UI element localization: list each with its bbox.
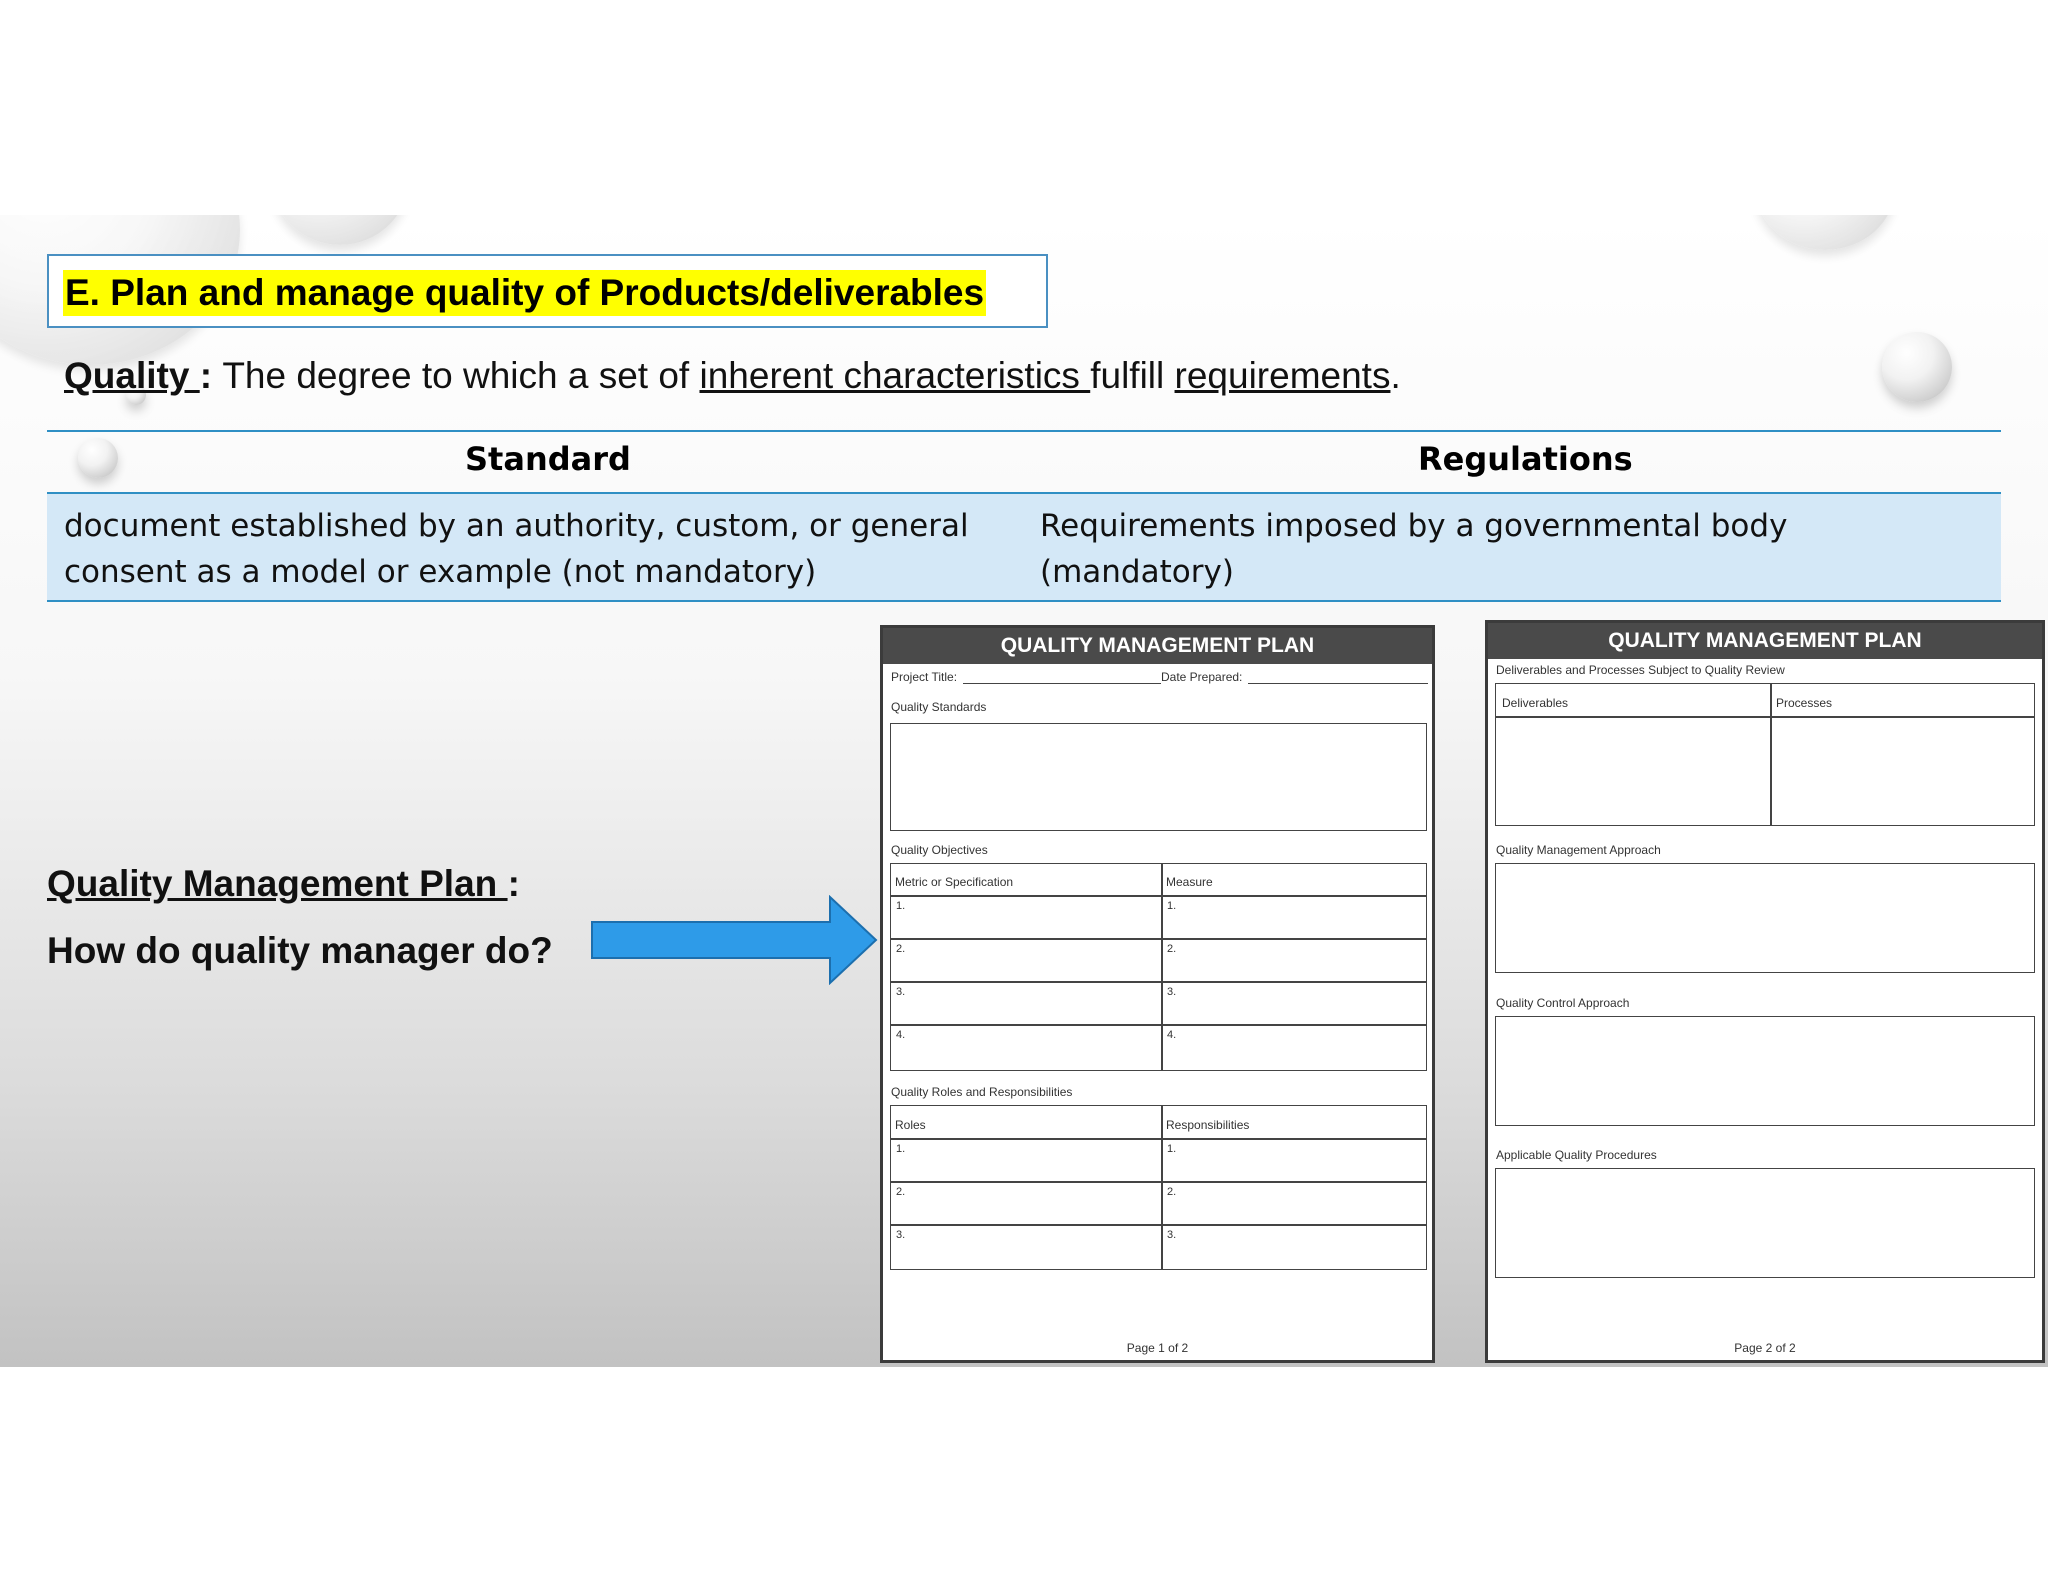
qmp-label	[47, 863, 520, 905]
row-number: 3.	[896, 986, 906, 998]
bubble-decoration	[270, 215, 410, 245]
table-top-rule	[47, 430, 2001, 432]
row-number: 2.	[896, 1186, 906, 1198]
row-number: 1.	[1167, 900, 1177, 912]
roles-table	[890, 1105, 1427, 1270]
qmp-label-text: Quality Management Plan	[47, 863, 508, 904]
row-number: 3.	[1167, 986, 1177, 998]
row-number: 4.	[896, 1029, 906, 1041]
table-cell-standard	[64, 503, 969, 595]
row-number: 3.	[1167, 1229, 1177, 1241]
quality-objectives-label: Quality Objectives	[891, 843, 988, 857]
bubble-decoration	[1755, 215, 1895, 250]
row-number: 3.	[896, 1229, 906, 1241]
definition-link-characteristics: inherent characteristics	[699, 355, 1091, 396]
cell-line: consent as a model or example (not mandatory)	[64, 554, 817, 590]
bubble-decoration	[1882, 332, 1952, 402]
definition-term: Quality	[64, 355, 200, 396]
form-title: QUALITY MANAGEMENT PLAN	[1488, 623, 2042, 659]
table-header-standard: Standard	[465, 440, 631, 478]
qmp-form-page-1	[880, 625, 1435, 1363]
row-number: 2.	[896, 943, 906, 955]
project-title-label: Project Title:	[891, 670, 958, 684]
date-prepared-label: Date Prepared:	[1161, 670, 1245, 684]
definition-colon: :	[199, 355, 223, 396]
control-approach-box	[1495, 1016, 2035, 1126]
table-header-regulations: Regulations	[1418, 440, 1633, 478]
deliverables-col: Deliverables	[1502, 696, 1569, 710]
objectives-row-rule	[890, 1024, 1427, 1026]
definition-end: .	[1390, 355, 1401, 396]
row-number: 1.	[896, 900, 906, 912]
row-number: 1.	[896, 1143, 906, 1155]
qmp-label-colon: :	[507, 863, 520, 904]
deliverables-header-rule	[1495, 716, 2035, 718]
roles-row-rule	[890, 1181, 1427, 1183]
row-number: 2.	[1167, 1186, 1177, 1198]
roles-col-responsibilities: Responsibilities	[1166, 1118, 1250, 1132]
page-title: E. Plan and manage quality of Products/deliverables	[63, 270, 986, 316]
control-approach-label: Quality Control Approach	[1496, 996, 1630, 1010]
review-subtitle: Deliverables and Processes Subject to Quality Review	[1496, 663, 1785, 677]
date-prepared-line	[1248, 683, 1428, 684]
deliverables-table	[1495, 683, 2035, 826]
definition-text: The degree to which a set of	[222, 355, 700, 396]
procedures-box	[1495, 1168, 2035, 1278]
processes-col: Processes	[1776, 696, 1833, 710]
qmp-question: How do quality manager do?	[47, 930, 553, 971]
cell-line: document established by an authority, custom, or general	[64, 508, 969, 544]
roles-header-rule	[890, 1138, 1427, 1140]
qmp-form-page-2	[1485, 620, 2045, 1363]
objectives-col-measure: Measure	[1166, 875, 1213, 889]
right-arrow-icon	[590, 895, 880, 985]
table-cell-regulations	[1040, 503, 1787, 595]
slide	[0, 215, 2048, 1367]
quality-standards-label: Quality Standards	[891, 700, 987, 714]
objectives-header-rule	[890, 895, 1427, 897]
page-footer: Page 1 of 2	[1126, 1341, 1189, 1355]
bubble-decoration	[78, 438, 118, 478]
mgmt-approach-box	[1495, 863, 2035, 973]
objectives-row-rule	[890, 981, 1427, 983]
objectives-row-rule	[890, 938, 1427, 940]
cell-line: Requirements imposed by a governmental body	[1040, 508, 1788, 544]
table-bottom-rule	[47, 600, 2001, 602]
deliverables-divider	[1770, 683, 1772, 826]
definition-text: fulfill	[1090, 355, 1175, 396]
quality-standards-box	[890, 723, 1427, 831]
roles-section-label: Quality Roles and Responsibilities	[891, 1085, 1073, 1099]
heading-box	[47, 254, 1048, 328]
roles-divider	[1161, 1105, 1163, 1270]
form-title: QUALITY MANAGEMENT PLAN	[883, 628, 1432, 664]
definition-link-requirements: requirements	[1174, 355, 1391, 396]
quality-definition	[64, 355, 1401, 397]
roles-row-rule	[890, 1224, 1427, 1226]
row-number: 1.	[1167, 1143, 1177, 1155]
page-footer: Page 2 of 2	[1734, 1341, 1796, 1355]
row-number: 2.	[1167, 943, 1177, 955]
mgmt-approach-label: Quality Management Approach	[1496, 843, 1661, 857]
cell-line: (mandatory)	[1040, 554, 1234, 590]
procedures-label: Applicable Quality Procedures	[1496, 1148, 1657, 1162]
objectives-col-metric: Metric or Specification	[895, 875, 1014, 889]
roles-col-roles: Roles	[895, 1118, 926, 1132]
row-number: 4.	[1167, 1029, 1177, 1041]
